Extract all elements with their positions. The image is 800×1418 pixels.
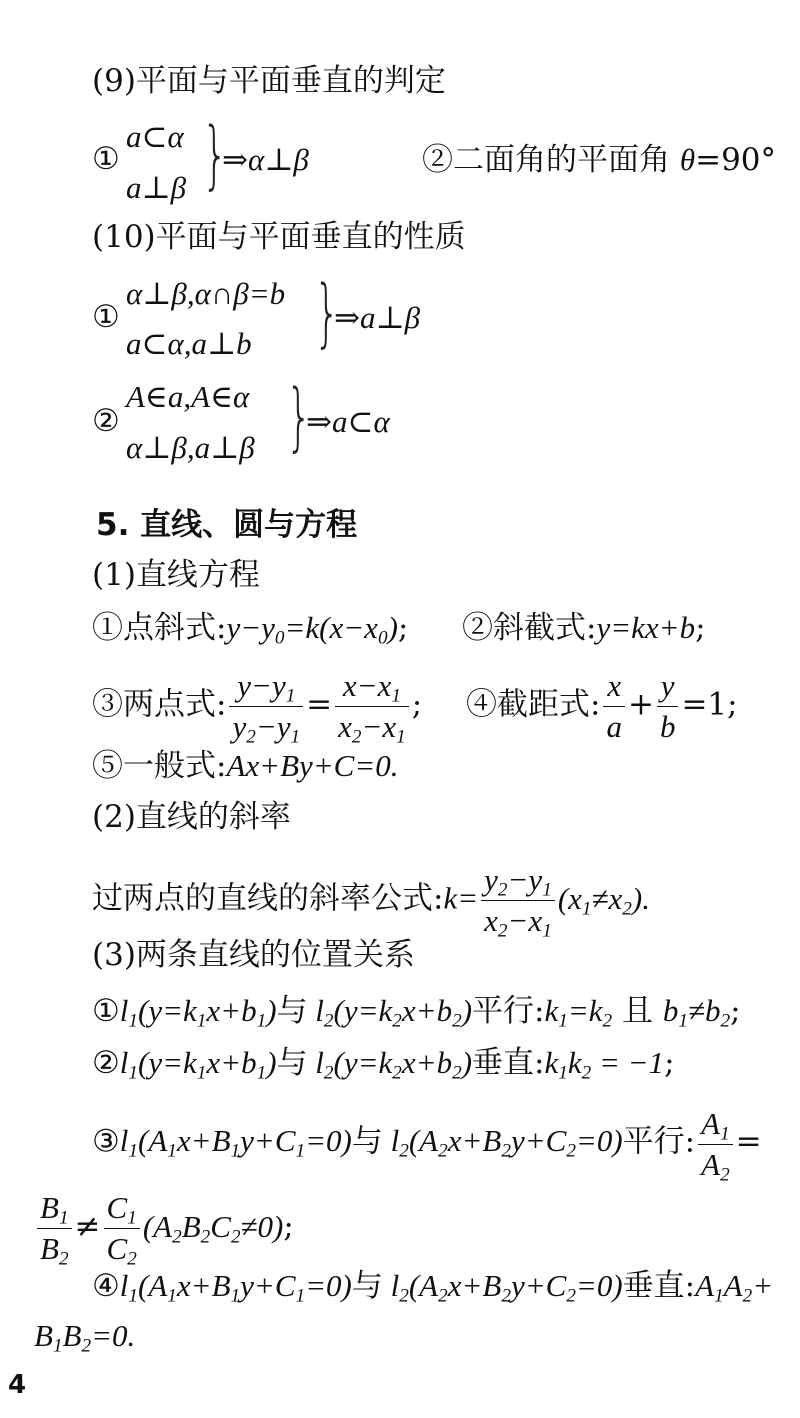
section-9-title: (9)平面与平面垂直的判定: [92, 63, 446, 99]
s9-item1-cond-top: a⊂α: [126, 119, 184, 154]
s10-item1-result: ⇒a⊥β: [334, 300, 421, 335]
s9-item2-value: =90°: [695, 142, 777, 178]
s10-item1-cond-bottom: a⊂α,a⊥b: [126, 326, 252, 361]
relation-2-text: 垂直:: [472, 1045, 545, 1081]
subsection-2-title: (2)直线的斜率: [92, 799, 291, 835]
slope-formula-text: 过两点的直线的斜率公式:: [92, 880, 444, 917]
subsection-1-title: (1)直线方程: [92, 557, 260, 593]
intercept-tail: =1;: [681, 686, 738, 723]
intercept-label: ④截距式:: [466, 686, 601, 723]
relation-2-marker: ②: [92, 1045, 120, 1081]
relation-3-fraction-a: $\frac{A_1}{A_2}$: [698, 1106, 733, 1182]
relation-3-fraction-b: $\frac{B_1}{B_2}$: [37, 1190, 72, 1266]
relation-1-marker: ①: [92, 993, 120, 1029]
s10-item1-brace: }: [314, 270, 340, 356]
relation-3-marker: ③: [92, 1123, 120, 1160]
relation-2: $②l_1(y=k_1x+b_1)$与 $l_2(y=k_2x+b_2)$垂直$:k_1k_2 = -1$;: [92, 1045, 675, 1084]
slope-intercept-label: ②斜截式:: [462, 610, 597, 646]
slope-formula-line: 过两点的直线的斜率公式:k= $\frac{y_2-y_1}{x_2-x_1}$ $(x_1\ne x_2)$.: [92, 862, 650, 942]
s9-item1-cond-bottom: a⊥β: [126, 170, 187, 205]
relation-4-continuation: $B_1B_2=0$.: [34, 1318, 136, 1357]
point-slope-form: ①点斜式$:y-y_0=k(x-x_0)$;: [92, 610, 409, 649]
s10-item1-marker: ①: [92, 299, 120, 335]
slope-intercept-formula: y=kx+b: [596, 610, 696, 645]
intercept-form: ④截距式: $\frac{x}{a}$ + $\frac{y}{b}$ =1;: [466, 668, 738, 744]
section-10-title: (10)平面与平面垂直的性质: [92, 219, 466, 255]
relation-4: $④l_1(A_1x+B_1y+C_1=0)$与 $l_2(A_2x+B_2y+C_2=0)$垂直$:A_1A_2+$: [92, 1268, 774, 1307]
two-point-fraction-left: $\frac{y-y_1}{y_2-y_1}$: [229, 668, 303, 744]
s9-item2-marker: ②: [422, 142, 453, 178]
s10-item1-cond-top: α⊥β,α∩β=b: [126, 276, 286, 311]
s9-item2: [422, 144, 776, 176]
s9-item1-marker: ①: [92, 141, 120, 177]
s10-item2-brace: }: [286, 374, 312, 460]
relation-3-continuation: $\frac{B_1}{B_2}$ ≠ $\frac{C_1}{C_2}$ $(A_2B_2C_2\ne 0)$;: [34, 1190, 294, 1266]
relation-3-text: 平行:: [622, 1123, 696, 1160]
general-formula: Ax+By+C=0.: [226, 748, 399, 783]
s10-item2-cond-bottom: α⊥β,a⊥β: [126, 430, 255, 465]
relation-4-text: 垂直:: [622, 1268, 696, 1304]
intercept-fraction-y: $\frac{y}{b}$: [657, 668, 679, 744]
general-label: ⑤一般式:: [92, 748, 227, 784]
point-slope-formula: $y-y_0=k(x-x_0)$: [226, 610, 398, 649]
relation-1-and: 且: [612, 993, 663, 1029]
s10-item2-cond-top: A∈a,A∈α: [126, 379, 250, 414]
theta-symbol: θ: [679, 142, 696, 177]
general-form: [92, 750, 399, 782]
s9-item1-result: ⇒α⊥β: [222, 142, 309, 177]
two-point-form: ③两点式: $\frac{y-y_1}{y_2-y_1}$ = $\frac{x-x_1}{x_2-x_1}$ ;: [92, 668, 423, 748]
section-5-heading: 5. 直线、圆与方程: [96, 507, 358, 543]
s9-item2-text: 二面角的平面角: [453, 142, 680, 178]
s10-item2-result: ⇒a⊂α: [306, 404, 390, 439]
relation-4-marker: ④: [92, 1268, 120, 1304]
point-slope-label: ①点斜式:: [92, 610, 227, 646]
slope-intercept-form: ②斜截式:y=kx+b;: [462, 610, 706, 646]
slope-fraction: $\frac{y_2-y_1}{x_2-x_1}$: [481, 862, 555, 938]
two-point-label: ③两点式:: [92, 686, 227, 723]
page-number: 4: [8, 1370, 27, 1400]
subsection-3-title: (3)两条直线的位置关系: [92, 937, 415, 973]
relation-1: $①l_1(y=k_1x+b_1)$与 $l_2(y=k_2x+b_2)$平行$:k_1=k_2$ 且 $b_1\ne b_2$;: [92, 993, 741, 1032]
relation-3: $③l_1(A_1x+B_1y+C_1=0)$与 $l_2(A_2x+B_2y+C_2=0)$平行: $\frac{A_1}{A_2}$ =: [92, 1106, 762, 1186]
relation-1-text: 平行:: [472, 993, 545, 1029]
s10-item2-marker: ②: [92, 403, 120, 439]
two-point-fraction-right: $\frac{x-x_1}{x_2-x_1}$: [335, 668, 409, 744]
s9-item1-brace: }: [202, 112, 228, 198]
relation-3-fraction-c: $\frac{C_1}{C_2}$: [104, 1190, 140, 1266]
intercept-fraction-x: $\frac{x}{a}$: [603, 668, 625, 744]
